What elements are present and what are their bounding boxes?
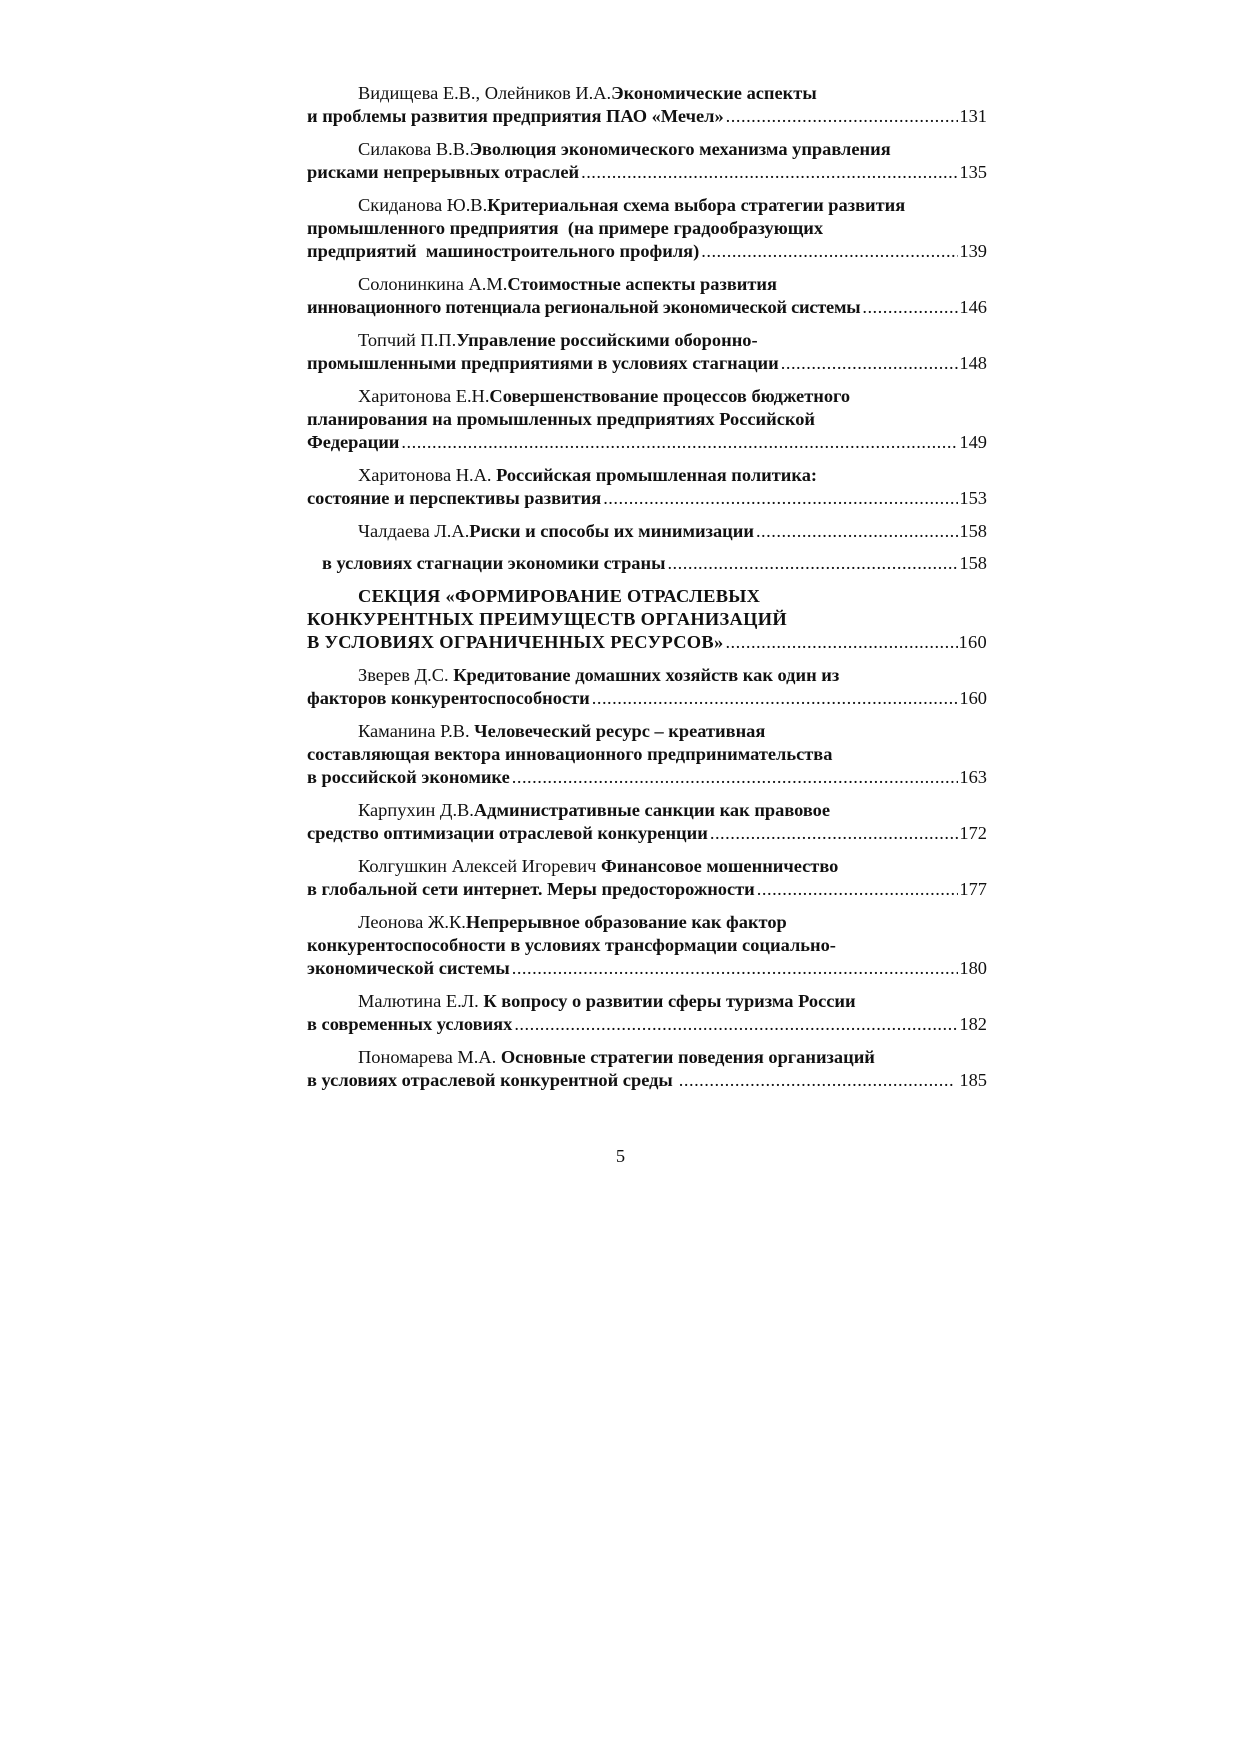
toc-author: Харитонова Н.А. xyxy=(358,465,497,485)
toc-title: средство оптимизации отраслевой конкуренции xyxy=(307,823,708,843)
toc-author: Карпухин Д.В. xyxy=(358,800,474,820)
table-of-contents xyxy=(307,82,987,1102)
toc-entry xyxy=(307,520,987,543)
toc-page-number: 158 xyxy=(959,553,987,573)
toc-title: составляющая вектора инновационного предпринимательства xyxy=(307,744,833,764)
toc-entry xyxy=(307,1046,987,1092)
toc-entry xyxy=(307,911,987,980)
toc-page-number: 177 xyxy=(959,879,987,899)
page-number: 5 xyxy=(615,1146,626,1166)
toc-page-number: 180 xyxy=(959,958,987,978)
toc-entry xyxy=(307,329,987,375)
leader-dots xyxy=(726,105,959,128)
toc-entry xyxy=(307,552,987,575)
section-title: В УСЛОВИЯХ ОГРАНИЧЕННЫХ РЕСУРСОВ» xyxy=(307,632,724,652)
toc-author: Чалдаева Л.А. xyxy=(358,521,470,541)
toc-page-number: 163 xyxy=(959,767,987,787)
toc-title: промышленного предприятия (на примере градообразующих xyxy=(307,218,824,238)
toc-entry xyxy=(307,720,987,789)
toc-title: Человеческий ресурс – креативная xyxy=(474,721,766,741)
toc-title: Критериальная схема выбора стратегии развития xyxy=(487,195,906,215)
toc-title: Непрерывное образование как фактор xyxy=(465,912,787,932)
toc-author: Пономарева М.А. xyxy=(358,1047,501,1067)
toc-entry xyxy=(307,855,987,901)
toc-page-number: 131 xyxy=(959,106,987,126)
toc-author: Топчий П.П. xyxy=(358,330,457,350)
toc-title: Эволюция экономического механизма управления xyxy=(469,139,891,159)
toc-author: Солонинкина А.М. xyxy=(358,274,508,294)
toc-title: и проблемы развития предприятия ПАО «Мечел» xyxy=(307,106,724,126)
toc-title: Финансовое мошенничество xyxy=(600,856,839,876)
toc-entry xyxy=(307,138,987,184)
toc-section-heading xyxy=(307,585,987,654)
leader-dots xyxy=(401,431,958,454)
toc-title: К вопросу о развитии сферы туризма России xyxy=(483,991,856,1011)
toc-title: Федерации xyxy=(307,432,400,452)
leader-dots xyxy=(757,878,959,901)
toc-author: Видищева Е.В., Олейников И.А. xyxy=(358,83,612,103)
toc-page-number: 182 xyxy=(959,1014,987,1034)
toc-title: инновационного потенциала региональной экономической системы xyxy=(307,297,861,317)
leader-dots xyxy=(603,487,958,510)
toc-title: рисками непрерывных отраслей xyxy=(307,162,580,182)
leader-dots xyxy=(725,631,957,654)
toc-title: Стоимостные аспекты развития xyxy=(507,274,777,294)
toc-title: конкурентоспособности в условиях трансформации социально- xyxy=(307,935,836,955)
toc-author: Леонова Ж.К. xyxy=(358,912,466,932)
toc-page-number: 135 xyxy=(959,162,987,182)
toc-author: Силакова В.В. xyxy=(358,139,470,159)
toc-entry xyxy=(307,664,987,710)
toc-title: Административные санкции как правовое xyxy=(473,800,831,820)
toc-entry xyxy=(307,194,987,263)
toc-title: экономической системы xyxy=(307,958,510,978)
leader-dots xyxy=(512,957,959,980)
toc-title: в современных условиях xyxy=(307,1014,513,1034)
toc-author: Скиданова Ю.В. xyxy=(358,195,488,215)
toc-title: Российская промышленная политика: xyxy=(496,465,818,485)
section-title: КОНКУРЕНТНЫХ ПРЕИМУЩЕСТВ ОРГАНИЗАЦИЙ xyxy=(307,609,787,629)
toc-title: в российской экономике xyxy=(307,767,510,787)
toc-page-number: 148 xyxy=(959,353,987,373)
leader-dots xyxy=(512,766,959,789)
toc-title: Экономические аспекты xyxy=(611,83,817,103)
leader-dots xyxy=(581,161,958,184)
toc-author: Колгушкин Алексей Игоревич xyxy=(358,856,601,876)
leader-dots xyxy=(756,520,958,543)
toc-page-number: 153 xyxy=(959,488,987,508)
toc-title: планирования на промышленных предприятиях Российской xyxy=(307,409,816,429)
toc-title: в условиях стагнации экономики страны xyxy=(322,553,666,573)
toc-author: Каманина Р.В. xyxy=(358,721,475,741)
toc-title: Совершенствование процессов бюджетного xyxy=(489,386,851,406)
toc-author: Малютина Е.Л. xyxy=(358,991,484,1011)
leader-dots xyxy=(514,1013,958,1036)
toc-entry xyxy=(307,990,987,1036)
toc-entry xyxy=(307,385,987,454)
toc-title: Основные стратегии поведения организаций xyxy=(500,1047,875,1067)
toc-title: промышленными предприятиями в условиях стагнации xyxy=(307,353,779,373)
toc-page-number: 185 xyxy=(959,1070,987,1090)
leader-dots xyxy=(679,1069,955,1092)
toc-title: Управление российскими оборонно- xyxy=(456,330,758,350)
toc-page-number: 160 xyxy=(959,688,987,708)
toc-page-number: 139 xyxy=(959,241,987,261)
toc-title: в условиях отраслевой конкурентной среды xyxy=(307,1070,673,1090)
toc-title: Кредитование домашних хозяйств как один из xyxy=(453,665,840,685)
toc-title: состояние и перспективы развития xyxy=(307,488,602,508)
toc-entry xyxy=(307,273,987,319)
toc-author: Зверев Д.С. xyxy=(358,665,454,685)
toc-title: Риски и способы их минимизации xyxy=(469,521,754,541)
toc-page-number: 158 xyxy=(959,521,987,541)
leader-dots xyxy=(862,296,958,319)
leader-dots xyxy=(710,822,959,845)
toc-page-number: 172 xyxy=(959,823,987,843)
section-title: СЕКЦИЯ «ФОРМИРОВАНИЕ ОТРАСЛЕВЫХ xyxy=(358,586,761,606)
toc-page-number: 146 xyxy=(959,297,987,317)
toc-title: факторов конкурентоспособности xyxy=(307,688,590,708)
leader-dots xyxy=(781,352,959,375)
toc-entry xyxy=(307,82,987,128)
toc-page-number: 160 xyxy=(958,632,987,652)
toc-entry xyxy=(307,464,987,510)
toc-page-number: 149 xyxy=(959,432,987,452)
leader-dots xyxy=(667,552,958,575)
toc-title: в глобальной сети интернет. Меры предосторожности xyxy=(307,879,755,899)
toc-author: Харитонова Е.Н. xyxy=(358,386,490,406)
leader-dots xyxy=(701,240,958,263)
leader-dots xyxy=(592,687,959,710)
toc-entry xyxy=(307,799,987,845)
toc-title: предприятий машиностроительного профиля) xyxy=(307,241,700,261)
